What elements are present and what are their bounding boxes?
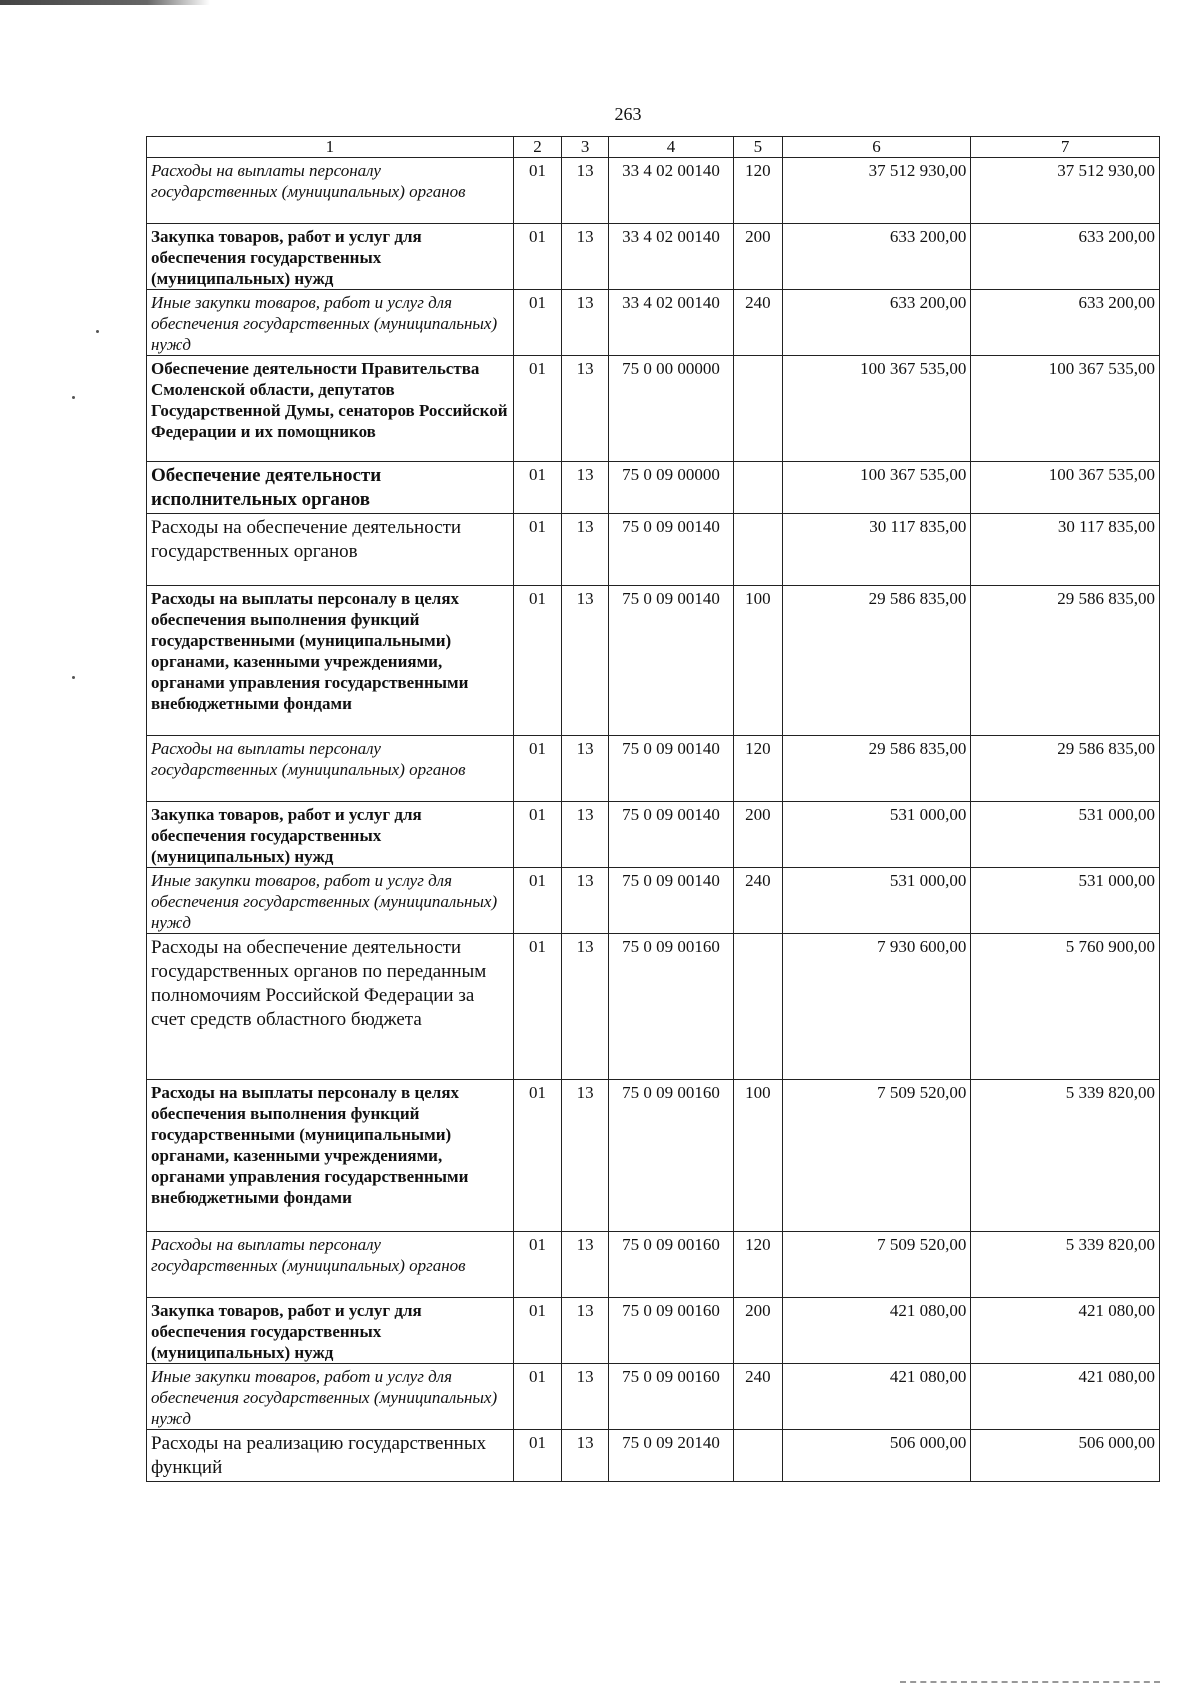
table-row bbox=[147, 934, 1160, 1080]
section-code-cell: 01 bbox=[513, 934, 562, 1080]
expense-type-cell: 200 bbox=[734, 802, 783, 868]
scan-speck bbox=[72, 396, 75, 399]
section-code-cell: 01 bbox=[513, 224, 562, 290]
target-article-cell: 75 0 09 00140 bbox=[608, 736, 733, 802]
expense-type-cell: 120 bbox=[734, 158, 783, 224]
amount-year2-cell: 5 760 900,00 bbox=[971, 934, 1160, 1080]
amount-year1-cell: 421 080,00 bbox=[782, 1364, 971, 1430]
column-header: 1 bbox=[147, 137, 514, 158]
subsection-code-cell: 13 bbox=[562, 1364, 609, 1430]
expense-type-cell bbox=[734, 356, 783, 462]
section-code-cell: 01 bbox=[513, 586, 562, 736]
target-article-cell: 75 0 09 00000 bbox=[608, 462, 733, 514]
item-name-cell: Расходы на обеспечение деятельности государственных органов по переданным полномочиям Российской Федерации за счет средств областного бюджета bbox=[147, 934, 514, 1080]
amount-year2-cell: 421 080,00 bbox=[971, 1364, 1160, 1430]
table-row bbox=[147, 586, 1160, 736]
item-name-cell: Иные закупки товаров, работ и услуг для обеспечения государственных (муниципальных) нужд bbox=[147, 868, 514, 934]
subsection-code-cell: 13 bbox=[562, 1430, 609, 1482]
item-name-cell: Обеспечение деятельности Правительства Смоленской области, депутатов Государственной Думы, сенаторов Российской Федерации и их помощников bbox=[147, 356, 514, 462]
subsection-code-cell: 13 bbox=[562, 158, 609, 224]
item-name-cell: Расходы на выплаты персоналу в целях обеспечения выполнения функций государственными (муниципальными) органами, казенными учреждениями, органами управления государственными внебюджетными фондами bbox=[147, 1080, 514, 1232]
target-article-cell: 75 0 09 00160 bbox=[608, 1298, 733, 1364]
amount-year1-cell: 633 200,00 bbox=[782, 224, 971, 290]
amount-year1-cell: 100 367 535,00 bbox=[782, 462, 971, 514]
table-row bbox=[147, 290, 1160, 356]
section-code-cell: 01 bbox=[513, 1298, 562, 1364]
subsection-code-cell: 13 bbox=[562, 934, 609, 1080]
amount-year2-cell: 5 339 820,00 bbox=[971, 1232, 1160, 1298]
target-article-cell: 75 0 09 00160 bbox=[608, 1364, 733, 1430]
item-name-cell: Обеспечение деятельности исполнительных органов bbox=[147, 462, 514, 514]
amount-year1-cell: 29 586 835,00 bbox=[782, 736, 971, 802]
amount-year1-cell: 506 000,00 bbox=[782, 1430, 971, 1482]
expense-type-cell: 100 bbox=[734, 1080, 783, 1232]
table-row bbox=[147, 1364, 1160, 1430]
column-header: 4 bbox=[608, 137, 733, 158]
expense-type-cell: 120 bbox=[734, 1232, 783, 1298]
item-name-cell: Закупка товаров, работ и услуг для обеспечения государственных (муниципальных) нужд bbox=[147, 224, 514, 290]
section-code-cell: 01 bbox=[513, 1232, 562, 1298]
section-code-cell: 01 bbox=[513, 158, 562, 224]
amount-year1-cell: 7 930 600,00 bbox=[782, 934, 971, 1080]
subsection-code-cell: 13 bbox=[562, 514, 609, 586]
amount-year2-cell: 29 586 835,00 bbox=[971, 586, 1160, 736]
target-article-cell: 33 4 02 00140 bbox=[608, 158, 733, 224]
section-code-cell: 01 bbox=[513, 356, 562, 462]
item-name-cell: Расходы на выплаты персоналу государственных (муниципальных) органов bbox=[147, 158, 514, 224]
amount-year1-cell: 7 509 520,00 bbox=[782, 1080, 971, 1232]
table-row bbox=[147, 1080, 1160, 1232]
scan-artifact-bar bbox=[0, 0, 210, 5]
section-code-cell: 01 bbox=[513, 462, 562, 514]
page-number: 263 bbox=[614, 104, 642, 124]
target-article-cell: 75 0 09 00140 bbox=[608, 514, 733, 586]
subsection-code-cell: 13 bbox=[562, 1080, 609, 1232]
item-name-cell: Закупка товаров, работ и услуг для обеспечения государственных (муниципальных) нужд bbox=[147, 802, 514, 868]
column-header: 7 bbox=[971, 137, 1160, 158]
subsection-code-cell: 13 bbox=[562, 462, 609, 514]
amount-year2-cell: 100 367 535,00 bbox=[971, 356, 1160, 462]
target-article-cell: 75 0 09 00140 bbox=[608, 586, 733, 736]
target-article-cell: 75 0 09 20140 bbox=[608, 1430, 733, 1482]
column-header: 6 bbox=[782, 137, 971, 158]
table-body bbox=[147, 137, 1160, 1482]
amount-year1-cell: 100 367 535,00 bbox=[782, 356, 971, 462]
table-row bbox=[147, 1430, 1160, 1482]
amount-year2-cell: 5 339 820,00 bbox=[971, 1080, 1160, 1232]
scan-speck bbox=[96, 330, 99, 333]
amount-year2-cell: 633 200,00 bbox=[971, 290, 1160, 356]
target-article-cell: 75 0 09 00140 bbox=[608, 802, 733, 868]
expense-type-cell bbox=[734, 514, 783, 586]
item-name-cell: Расходы на обеспечение деятельности государственных органов bbox=[147, 514, 514, 586]
expense-type-cell: 240 bbox=[734, 868, 783, 934]
expense-type-cell: 240 bbox=[734, 1364, 783, 1430]
subsection-code-cell: 13 bbox=[562, 1298, 609, 1364]
amount-year2-cell: 29 586 835,00 bbox=[971, 736, 1160, 802]
item-name-cell: Иные закупки товаров, работ и услуг для обеспечения государственных (муниципальных) нужд bbox=[147, 290, 514, 356]
target-article-cell: 75 0 09 00160 bbox=[608, 934, 733, 1080]
amount-year2-cell: 100 367 535,00 bbox=[971, 462, 1160, 514]
target-article-cell: 75 0 09 00140 bbox=[608, 868, 733, 934]
section-code-cell: 01 bbox=[513, 1430, 562, 1482]
section-code-cell: 01 bbox=[513, 802, 562, 868]
table-row bbox=[147, 158, 1160, 224]
section-code-cell: 01 bbox=[513, 1364, 562, 1430]
item-name-cell: Расходы на выплаты персоналу государственных (муниципальных) органов bbox=[147, 736, 514, 802]
table-row bbox=[147, 514, 1160, 586]
item-name-cell: Закупка товаров, работ и услуг для обеспечения государственных (муниципальных) нужд bbox=[147, 1298, 514, 1364]
column-header: 5 bbox=[734, 137, 783, 158]
section-code-cell: 01 bbox=[513, 290, 562, 356]
amount-year2-cell: 531 000,00 bbox=[971, 802, 1160, 868]
amount-year1-cell: 531 000,00 bbox=[782, 802, 971, 868]
section-code-cell: 01 bbox=[513, 514, 562, 586]
table-row bbox=[147, 356, 1160, 462]
table-row bbox=[147, 224, 1160, 290]
target-article-cell: 75 0 09 00160 bbox=[608, 1232, 733, 1298]
table-row bbox=[147, 462, 1160, 514]
amount-year2-cell: 421 080,00 bbox=[971, 1298, 1160, 1364]
target-article-cell: 33 4 02 00140 bbox=[608, 290, 733, 356]
amount-year1-cell: 29 586 835,00 bbox=[782, 586, 971, 736]
table-row bbox=[147, 1232, 1160, 1298]
expense-type-cell: 100 bbox=[734, 586, 783, 736]
table-row bbox=[147, 1298, 1160, 1364]
amount-year2-cell: 30 117 835,00 bbox=[971, 514, 1160, 586]
amount-year1-cell: 37 512 930,00 bbox=[782, 158, 971, 224]
amount-year1-cell: 531 000,00 bbox=[782, 868, 971, 934]
amount-year1-cell: 30 117 835,00 bbox=[782, 514, 971, 586]
amount-year2-cell: 506 000,00 bbox=[971, 1430, 1160, 1482]
subsection-code-cell: 13 bbox=[562, 1232, 609, 1298]
expense-type-cell: 240 bbox=[734, 290, 783, 356]
scan-speck bbox=[72, 676, 75, 679]
table-row bbox=[147, 868, 1160, 934]
target-article-cell: 75 0 09 00160 bbox=[608, 1080, 733, 1232]
expense-type-cell bbox=[734, 934, 783, 1080]
target-article-cell: 33 4 02 00140 bbox=[608, 224, 733, 290]
subsection-code-cell: 13 bbox=[562, 224, 609, 290]
column-header: 2 bbox=[513, 137, 562, 158]
table-row bbox=[147, 736, 1160, 802]
item-name-cell: Иные закупки товаров, работ и услуг для обеспечения государственных (муниципальных) нужд bbox=[147, 1364, 514, 1430]
subsection-code-cell: 13 bbox=[562, 586, 609, 736]
section-code-cell: 01 bbox=[513, 868, 562, 934]
expense-type-cell: 200 bbox=[734, 1298, 783, 1364]
budget-table bbox=[146, 136, 1160, 1482]
table-row bbox=[147, 802, 1160, 868]
subsection-code-cell: 13 bbox=[562, 736, 609, 802]
target-article-cell: 75 0 00 00000 bbox=[608, 356, 733, 462]
expense-type-cell bbox=[734, 462, 783, 514]
amount-year2-cell: 633 200,00 bbox=[971, 224, 1160, 290]
column-header: 3 bbox=[562, 137, 609, 158]
item-name-cell: Расходы на выплаты персоналу государственных (муниципальных) органов bbox=[147, 1232, 514, 1298]
subsection-code-cell: 13 bbox=[562, 356, 609, 462]
expense-type-cell bbox=[734, 1430, 783, 1482]
expense-type-cell: 200 bbox=[734, 224, 783, 290]
section-code-cell: 01 bbox=[513, 1080, 562, 1232]
amount-year1-cell: 633 200,00 bbox=[782, 290, 971, 356]
scan-artifact-dash bbox=[900, 1681, 1160, 1683]
amount-year1-cell: 421 080,00 bbox=[782, 1298, 971, 1364]
amount-year1-cell: 7 509 520,00 bbox=[782, 1232, 971, 1298]
amount-year2-cell: 37 512 930,00 bbox=[971, 158, 1160, 224]
subsection-code-cell: 13 bbox=[562, 868, 609, 934]
subsection-code-cell: 13 bbox=[562, 802, 609, 868]
amount-year2-cell: 531 000,00 bbox=[971, 868, 1160, 934]
expense-type-cell: 120 bbox=[734, 736, 783, 802]
section-code-cell: 01 bbox=[513, 736, 562, 802]
item-name-cell: Расходы на реализацию государственных функций bbox=[147, 1430, 514, 1482]
item-name-cell: Расходы на выплаты персоналу в целях обеспечения выполнения функций государственными (муниципальными) органами, казенными учреждениями, органами управления государственными внебюджетными фондами bbox=[147, 586, 514, 736]
subsection-code-cell: 13 bbox=[562, 290, 609, 356]
table-header-row bbox=[147, 137, 1160, 158]
